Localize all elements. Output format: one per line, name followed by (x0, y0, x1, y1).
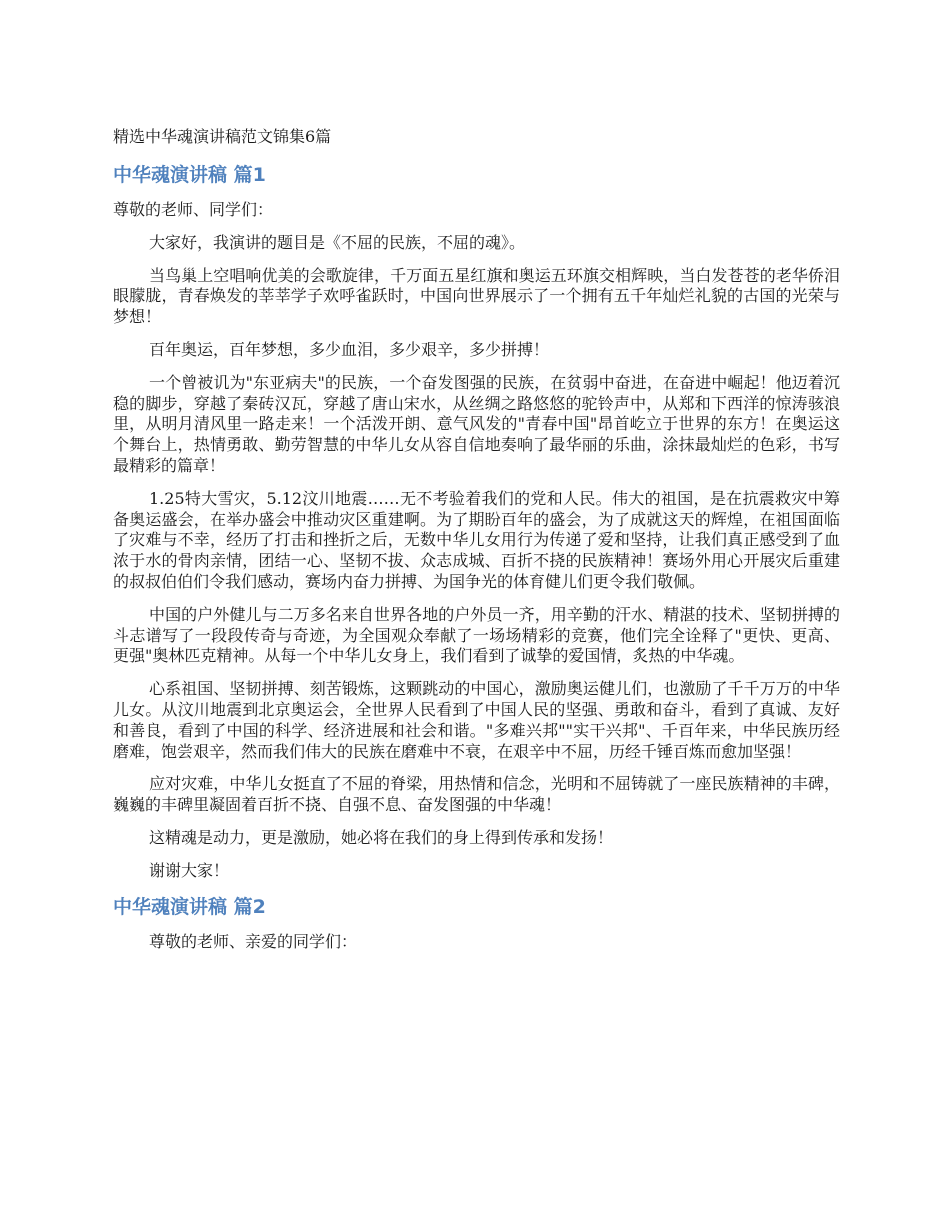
section-2 (113, 894, 840, 953)
closing-line: 谢谢大家！ (149, 860, 230, 880)
section-heading: 中华魂演讲稿 篇1 (113, 164, 266, 186)
paragraph: 1.25特大雪灾，5.12汶川地震……无不考验着我们的党和人民。伟大的祖国，是在抗震救灾中筹备奥运盛会，在举办盛会中推动灾区重建啊。为了期盼百年的盛会，为了成就这天的辉煌，在祖国面临了灾难与不幸，经历了打击和挫折之后，无数中华儿女用行为传递了爱和坚持，让我们真正感受到了血浓于水的骨肉亲情，团结一心、坚韧不拔、众志成城、百折不挠的民族精神！赛场外用心开展灾后重建的叔叔伯伯们令我们感动，赛场内奋力拼搏、为国争光的体育健儿们更令我们敬佩。 (113, 488, 840, 591)
document-title: 精选中华魂演讲稿范文锦集6篇 (113, 127, 332, 146)
paragraph: 大家好，我演讲的题目是《不屈的民族，不屈的魂》。 (149, 232, 526, 252)
section-1 (113, 162, 840, 882)
paragraph: 当鸟巢上空唱响优美的会歌旋律，千万面五星红旗和奥运五环旗交相辉映，当白发苍苍的老华侨泪眼朦胧，青春焕发的莘莘学子欢呼雀跃时，中国向世界展示了一个拥有五千年灿烂礼貌的古国的光荣与梦想！ (113, 265, 840, 327)
greeting: 尊敬的老师、亲爱的同学们： (149, 931, 358, 951)
paragraph: 一个曾被讥为"东亚病夫"的民族，一个奋发图强的民族，在贫弱中奋进，在奋进中崛起！他迈着沉稳的脚步，穿越了秦砖汉瓦，穿越了唐山宋水，从丝绸之路悠悠的驼铃声中，从郑和下西洋的惊涛骇浪里，从明月清风里一路走来！一个活泼开朗、意气风发的"青春中国"昂首屹立于世界的东方！在奥运这个舞台上，热情勇敢、勤劳智慧的中华儿女从容自信地奏响了最华丽的乐曲，涂抹最灿烂的色彩，书写最精彩的篇章！ (113, 372, 840, 475)
section-heading: 中华魂演讲稿 篇2 (113, 895, 266, 918)
paragraph: 心系祖国、坚韧拼搏、刻苦锻炼，这颗跳动的中国心，激励奥运健儿们，也激励了千千万万的中华儿女。从汶川地震到北京奥运会，全世界人民看到了中国人民的坚强、勇敢和奋斗，看到了真诚、友好和善良，看到了中国的科学、经济进展和社会和谐。"多难兴邦""实干兴邦"、千百年来，中华民族历经磨难，饱尝艰辛，然而我们伟大的民族在磨难中不衰，在艰辛中不屈，历经千锤百炼而愈加坚强！ (113, 679, 840, 761)
greeting: 尊敬的老师、同学们： (113, 200, 274, 219)
paragraph: 中国的户外健儿与二万多名来自世界各地的户外员一齐，用辛勤的汗水、精湛的技术、坚韧拼搏的斗志谱写了一段段传奇与奇迹，为全国观众奉献了一场场精彩的竞赛，他们完全诠释了"更快、更高、更强"奥林匹克精神。从每一个中华儿女身上，我们看到了诚挚的爱国情，炙热的中华魂。 (113, 604, 840, 666)
paragraph: 百年奥运，百年梦想，多少血泪，多少艰辛，多少拼搏！ (149, 339, 550, 359)
paragraph: 应对灾难，中华儿女挺直了不屈的脊梁，用热情和信念，光明和不屈铸就了一座民族精神的丰碑，巍巍的丰碑里凝固着百折不挠、自强不息、奋发图强的中华魂！ (113, 774, 840, 815)
document-page (113, 118, 840, 964)
paragraph: 这精魂是动力，更是激励，她必将在我们的身上得到传承和发扬！ (149, 827, 614, 847)
